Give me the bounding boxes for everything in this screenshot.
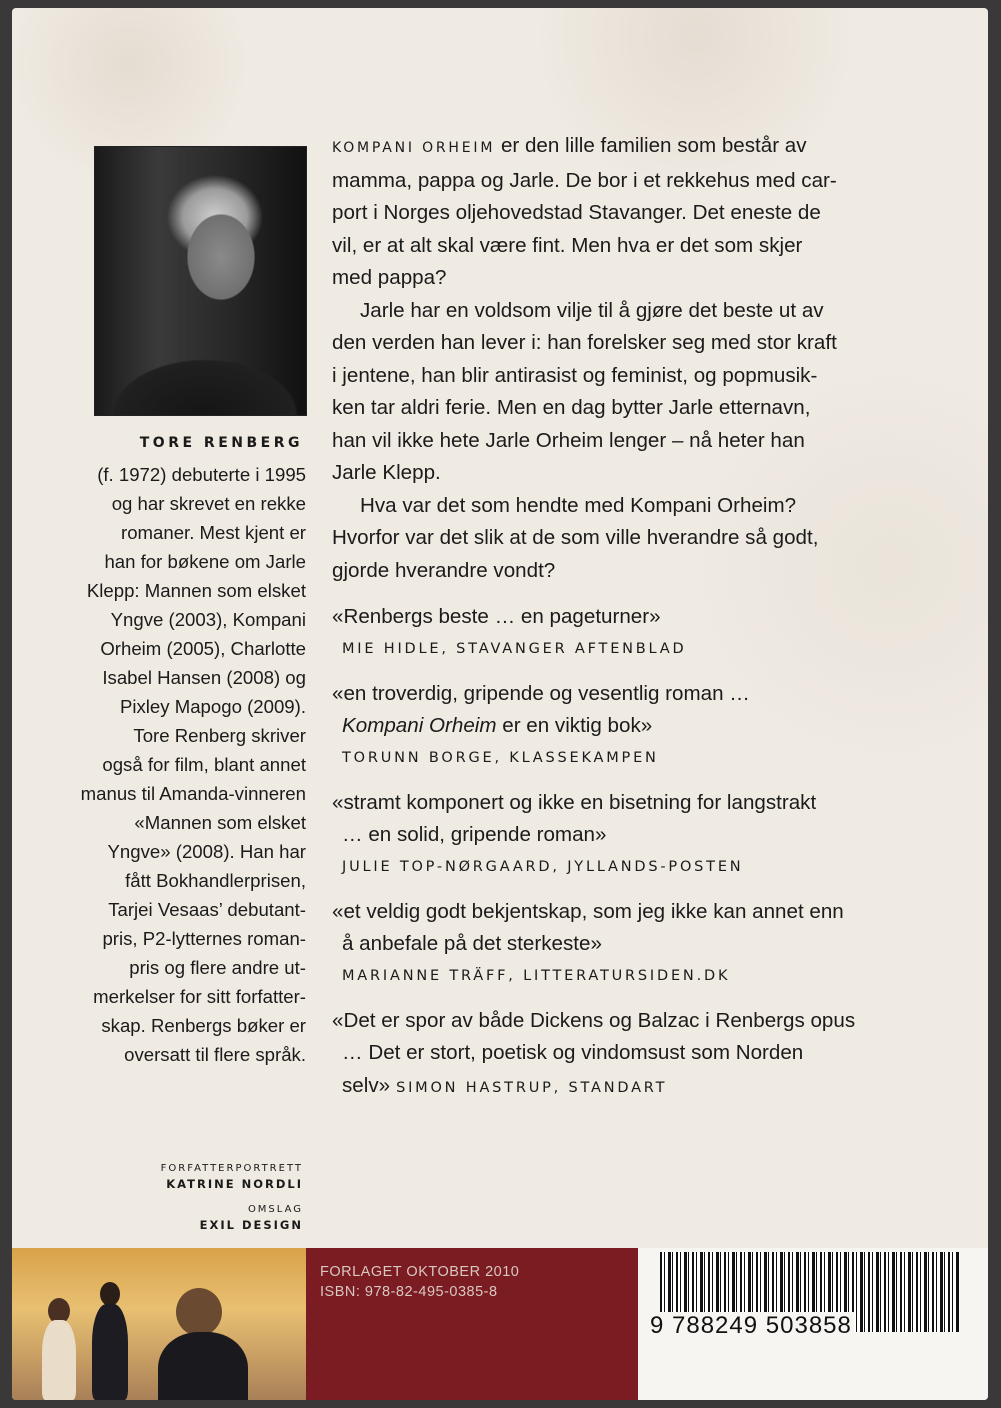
bio-line: Yngve (2003), Kompani [110,609,306,630]
review-quote [332,678,922,773]
review-quote [332,787,922,882]
quote-source: MARIANNE TRÄFF, LITTERATURSIDEN.DK [342,967,731,984]
blurb-line: er den lille familien som består av [495,134,807,157]
publisher-line: FORLAGET OKTOBER 2010 [320,1264,520,1280]
quote-line: «Renbergs beste … en pageturner» [332,605,661,628]
review-quote [332,896,922,991]
barcode-number: 9 788249 503858 [650,1312,852,1339]
blurb-paragraph-1 [332,130,922,295]
bio-line: også for film, blant annet [102,754,306,775]
bio-line: pris og flere andre ut- [129,957,306,978]
blurb-line: port i Norges oljehovedstad Stavanger. Det eneste de [332,201,821,224]
quote-source: JULIE TOP-NØRGAARD, JYLLANDS-POSTEN [342,858,744,875]
bio-line: Tore Renberg skriver [133,725,306,746]
blurb-paragraph-2 [332,295,922,490]
blurb-line: Jarle Klepp. [332,461,441,484]
bio-line: han for bøkene om Jarle [104,551,306,572]
author-bio [52,460,306,1069]
cover-credits [161,1161,303,1233]
bio-line: Isabel Hansen (2008) og [102,667,306,688]
bio-line: manus til Amanda-vinneren [80,783,306,804]
blurb-line: med pappa? [332,266,447,289]
quote-line: … Det er stort, poetisk og vindomsust som Norden [342,1041,804,1064]
blurb-column [332,130,922,1104]
blurb-paragraph-3 [332,490,922,588]
blurb-line: gjorde hverandre vondt? [332,558,556,582]
bio-line: Orheim (2005), Charlotte [100,638,306,659]
quote-source: TORUNN BORGE, KLASSEKAMPEN [342,749,659,766]
cover-credit-label: OMSLAG [247,1204,303,1215]
book-title-smallcaps: KOMPANI ORHEIM [332,140,496,156]
bio-line: «Mannen som elsket [134,812,306,833]
quote-line: å anbefale på det sterkeste» [342,932,602,955]
quote-source: MIE HIDLE, STAVANGER AFTENBLAD [342,640,687,657]
bio-line: Pixley Mapogo (2009). [119,696,306,717]
quote-source: SIMON HASTRUP, STANDART [396,1079,668,1096]
quote-line: «en troverdig, gripende og vesentlig roman … [332,681,750,705]
bio-line: Tarjei Vesaas’ debutant- [108,899,306,920]
isbn-line: ISBN: 978-82-495-0385-8 [320,1284,498,1300]
blurb-line: ken tar aldri ferie. Men en dag bytter Jarle etternavn, [332,396,811,419]
quote-line: «et veldig godt bekjentskap, som jeg ikke kan annet enn [332,899,844,923]
blurb-line: i jentene, han blir antirasist og feminist, og popmusik- [332,363,818,387]
blurb-line: Hvorfor var det slik at de som ville hverandre så godt, [332,526,819,549]
blurb-line: Hva var det som hendte med Kompani Orheim? [360,493,797,517]
bio-line: pris, P2-lytternes roman- [102,928,306,949]
book-back-cover [12,8,988,1400]
quote-line: … en solid, gripende roman» [342,823,607,846]
bio-line: fått Bokhandlerprisen, [125,870,306,891]
quote-line: «Det er spor av både Dickens og Balzac i Renbergs opus [332,1008,856,1032]
review-quote [332,1005,922,1105]
quote-line: «stramt komponert og ikke en bisetning for langstrakt [332,790,817,814]
blurb-line: vil, er at alt skal være fint. Men hva er det som skjer [332,233,803,257]
blurb-line: den verden han lever i: han forelsker seg med stor kraft [332,331,837,354]
blurb-line: han vil ikke hete Jarle Orheim lenger – nå heter han [332,428,805,452]
review-quote [332,601,922,664]
bio-line: romaner. Mest kjent er [121,522,306,543]
cover-credit-name: EXIL DESIGN [199,1218,303,1232]
bio-line: merkelser for sitt forfatter- [93,986,306,1007]
blurb-line: mamma, pappa og Jarle. De bor i et rekkehus med car- [332,168,837,192]
bio-line: skap. Renbergs bøker er [101,1015,306,1036]
cover-photo-strip [12,1248,306,1400]
publisher-panel [306,1248,638,1400]
portrait-credit-label: FORFATTERPORTRETT [160,1163,303,1174]
bio-line: oversatt til flere språk. [124,1044,306,1065]
author-name: TORE RENBERG [139,435,303,451]
bio-line: og har skrevet en rekke [111,493,306,514]
bio-line: Klepp: Mannen som elsket [86,580,306,601]
author-portrait-photo [94,146,307,416]
quote-line: selv» [342,1073,391,1097]
bio-line: Yngve» (2008). Han har [107,841,306,862]
bio-line: (f. 1972) debuterte i 1995 [97,464,306,485]
blurb-line: Jarle har en voldsom vilje til å gjøre det beste ut av [360,298,824,322]
quote-line: Kompani Orheim er en viktig bok» [342,714,653,737]
portrait-credit-name: KATRINE NORDLI [166,1177,303,1191]
